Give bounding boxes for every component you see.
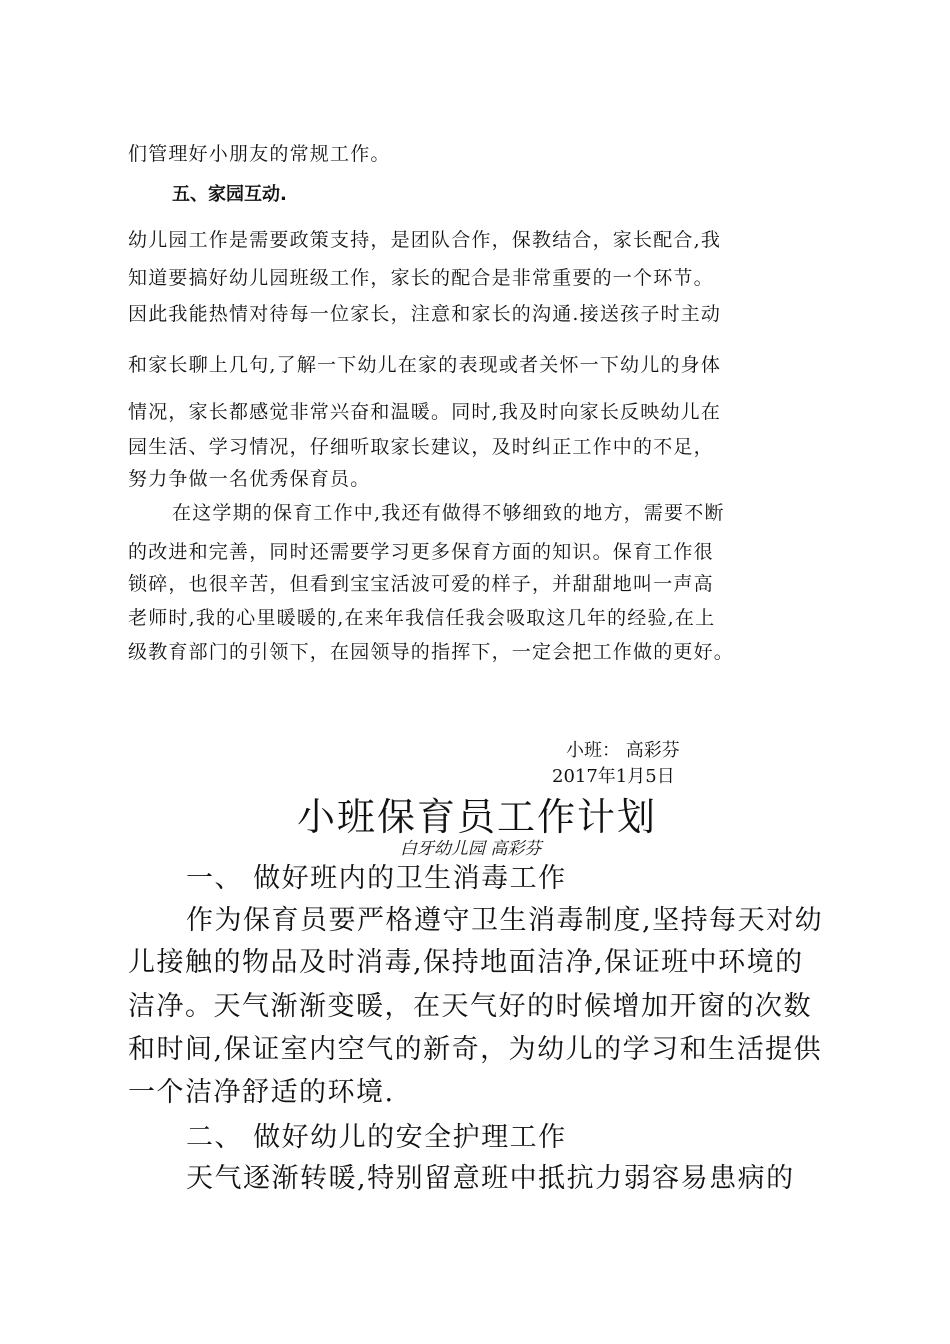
page-subtitle: 白牙幼儿园 高彩芬 bbox=[400, 839, 542, 859]
section-heading: 一、 做好班内的卫生消毒工作 bbox=[186, 863, 567, 894]
paragraph-line: 们管理好小朋友的常规工作。 bbox=[128, 143, 391, 165]
paragraph-line: 级教育部门的引领下，在园领导的指挥下，一定会把工作做的更好。 bbox=[128, 641, 735, 663]
page-title: 小班保育员工作计划 bbox=[297, 795, 658, 839]
paragraph-line: 因此我能热情对待每一位家长，注意和家长的沟通.接送孩子时主动 bbox=[128, 303, 722, 325]
section-heading: 二、 做好幼儿的安全护理工作 bbox=[186, 1122, 567, 1153]
paragraph-line: 天气逐渐转暖,特别留意班中抵抗力弱容易患病的 bbox=[186, 1163, 795, 1194]
paragraph-line: 洁净。天气渐渐变暖，在天气好的时候增加开窗的次数 bbox=[128, 991, 812, 1022]
paragraph-line: 在这学期的保育工作中,我还有做得不够细致的地方，需要不断 bbox=[172, 502, 725, 524]
paragraph-line: 努力争做一名优秀保育员。 bbox=[128, 468, 371, 490]
paragraph-line: 锁碎，也很辛苦，但看到宝宝活波可爱的样子，并甜甜地叫一声高 bbox=[128, 573, 714, 595]
paragraph-line: 儿接触的物品及时消毒,保持地面洁净,保证班中环境的 bbox=[128, 947, 804, 978]
paragraph-line: 一个洁净舒适的环境. bbox=[128, 1077, 395, 1108]
signature-date: 2017年1月5日 bbox=[552, 766, 675, 787]
paragraph-line: 老师时,我的心里暖暖的,在来年我信任我会吸取这几年的经验,在上 bbox=[128, 607, 716, 629]
paragraph-line: 和家长聊上几句,了解一下幼儿在家的表现或者关怀一下幼儿的身体 bbox=[128, 354, 722, 376]
paragraph-line: 幼儿园工作是需要政策支持，是团队合作，保教结合，家长配合,我 bbox=[128, 229, 722, 251]
paragraph-line: 作为保育员要严格遵守卫生消毒制度,坚持每天对幼 bbox=[186, 905, 824, 936]
paragraph-line: 知道要搞好幼儿园班级工作，家长的配合是非常重要的一个环节。 bbox=[128, 267, 714, 289]
paragraph-line: 和时间,保证室内空气的新奇，为幼儿的学习和生活提供 bbox=[128, 1034, 823, 1065]
paragraph-line: 园生活、学习情况，仔细听取家长建议，及时纠正工作中的不足， bbox=[128, 436, 714, 458]
signature-name: 小班： 高彩芬 bbox=[566, 740, 680, 761]
paragraph-line: 的改进和完善，同时还需要学习更多保育方面的知识。保育工作很 bbox=[128, 541, 714, 563]
paragraph-line: 情况，家长都感觉非常兴奋和温暖。同时,我及时向家长反映幼儿在 bbox=[128, 401, 722, 423]
section-heading: 五、家园互动. bbox=[172, 184, 287, 205]
